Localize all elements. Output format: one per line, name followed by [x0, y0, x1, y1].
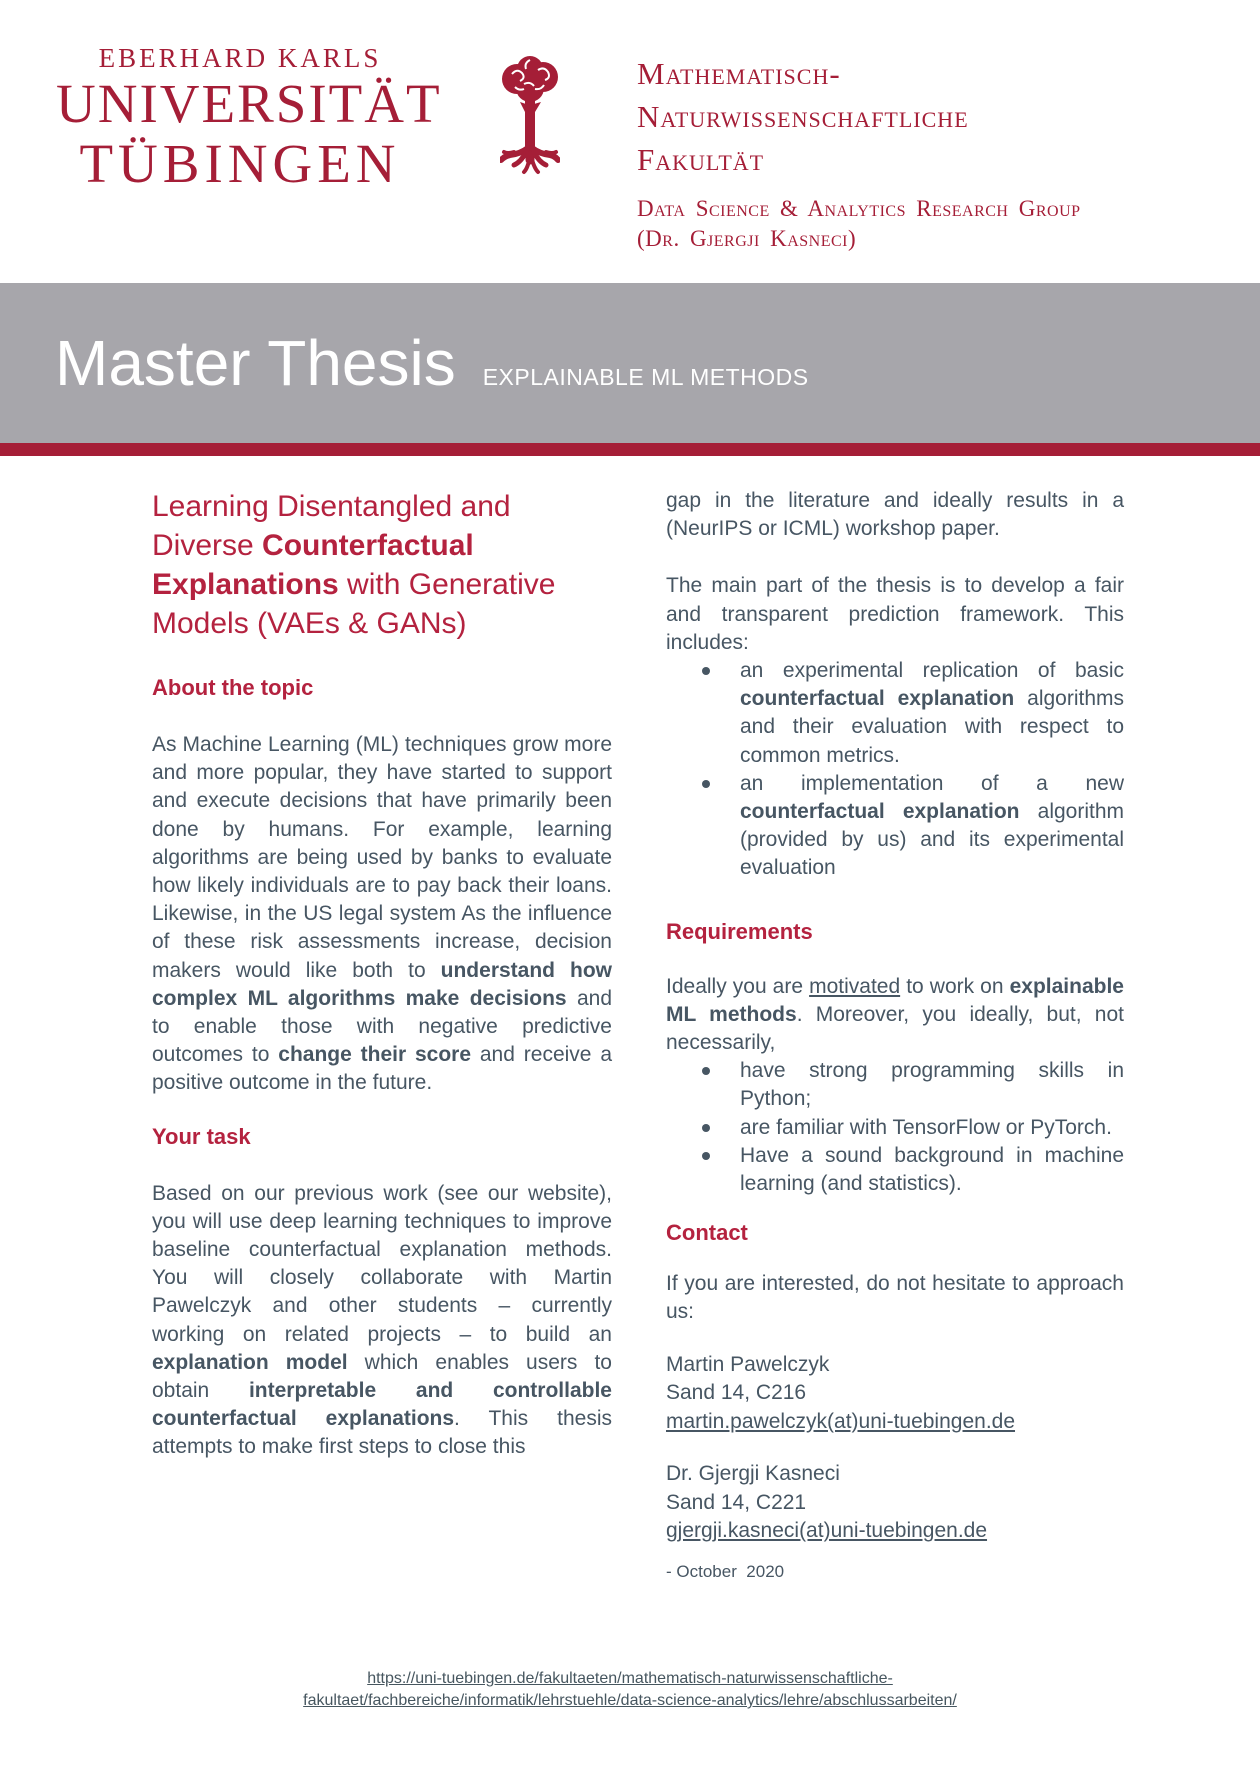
contact-name: Martin Pawelczyk — [666, 1352, 830, 1376]
bullet-icon — [702, 1067, 710, 1075]
contact-name: Dr. Gjergji Kasneci — [666, 1462, 840, 1486]
your-task-heading: Your task — [152, 1123, 251, 1149]
your-task-paragraph: Based on our previous work (see our website), you will use deep learning techniques to improve baseline counterfactual explanation methods. You will closely collaborate with Martin Pawelczyk and other students – currently working on related projects – to build an explanation model which enables users to obtain interpretable and controllable counterfactual explanations. This thesis attempts to make first steps to close this — [152, 1181, 612, 1459]
list-item — [666, 1057, 1124, 1113]
email-link[interactable]: martin.pawelczyk(at)uni-tuebingen.de — [666, 1409, 1016, 1433]
about-topic-heading: About the topic — [152, 675, 314, 700]
bullet-icon — [702, 1124, 710, 1132]
list-item — [666, 770, 1124, 883]
list-item — [666, 1142, 1124, 1198]
thesis-title: Learning Disentangled and Diverse Counterfactual Explanations with Generative Models (VAEs & GANs) — [152, 490, 556, 640]
faculty-header — [637, 52, 1157, 254]
bullet-icon — [702, 667, 710, 675]
contact-address: Sand 14, C216 — [666, 1381, 807, 1405]
contact-card-martin-pawelczyk — [666, 1351, 1124, 1437]
contact-card-gjergji-kasneci — [666, 1460, 1124, 1546]
red-divider-bar — [0, 443, 1260, 456]
email-link[interactable]: gjergji.kasneci(at)uni-tuebingen.de — [666, 1519, 988, 1543]
footer-link-line-2: fakultaet/fachbereiche/informatik/lehrstuehle/data-science-analytics/lehre/abschlussarbeiten/ — [303, 1692, 957, 1709]
list-item-text: have strong programming skills in Python; — [740, 1059, 1124, 1111]
faculty-line-2: Naturwissenschaftliche — [637, 99, 969, 134]
banner-title: Master Thesis — [55, 327, 456, 399]
university-logo-wordmark — [56, 42, 442, 194]
logo-line-tuebingen: TÜBINGEN — [79, 133, 401, 194]
list-item-text: Have a sound background in machine learning (and statistics). — [740, 1143, 1124, 1196]
bullet-icon — [702, 780, 710, 788]
main-part-paragraph: The main part of the thesis is to develop a fair and transparent prediction framework. This includes: — [666, 574, 1124, 654]
list-item — [666, 657, 1124, 770]
date-stamp: - October 2020 — [666, 1561, 785, 1581]
university-tree-logo-icon — [500, 52, 560, 180]
logo-line-eberhard-karls: EBERHARD KARLS — [98, 43, 382, 73]
list-item-text: an experimental replication of basic counterfactual explanation algorithms and their evaluation with respect to common metrics. — [740, 659, 1125, 767]
banner-subtitle: EXPLAINABLE ML METHODS — [482, 364, 809, 390]
research-group-name: Data Science & Analytics Research Group — [637, 196, 1081, 221]
right-column — [666, 487, 1124, 1582]
list-item-text: an implementation of a new counterfactual explanation algorithm (provided by us) and its experimental evaluation — [740, 771, 1125, 880]
requirements-heading: Requirements — [666, 918, 813, 944]
about-topic-paragraph: As Machine Learning (ML) techniques grow more and more popular, they have started to support and execute decisions that have primarily been done by humans. For example, learning algorithms are being used by banks to evaluate how likely individuals are to pay back their loans. Likewise, in the US legal system As the influence of these risk assessments increase, decision makers would like both to understand how complex ML algorithms make decisions and to enable those with negative predictive outcomes to change their score and receive a positive outcome in the future. — [152, 733, 613, 1095]
footer — [0, 1668, 1260, 1712]
footer-link-line-1: https://uni-tuebingen.de/fakultaeten/mathematisch-naturwissenschaftliche- — [367, 1670, 893, 1687]
list-item-text: are familiar with TensorFlow or PyTorch. — [740, 1115, 1112, 1139]
bullet-icon — [702, 1152, 710, 1160]
contact-heading: Contact — [666, 1220, 748, 1246]
logo-line-universitaet: UNIVERSITÄT — [56, 73, 442, 134]
left-column — [152, 487, 612, 1462]
faculty-line-1: Mathematisch- — [637, 56, 841, 91]
continuation-paragraph: gap in the literature and ideally results in a (NeurIPS or ICML) workshop paper. — [666, 489, 1124, 541]
contact-address: Sand 14, C221 — [666, 1490, 807, 1514]
contact-intro: If you are interested, do not hesitate to approach us: — [666, 1272, 1124, 1324]
requirements-list — [666, 1057, 1124, 1198]
title-banner — [0, 283, 1260, 443]
requirements-paragraph: Ideally you are motivated to work on explainable ML methods. Moreover, you ideally, but, not necessarily, — [666, 974, 1124, 1055]
footer-link[interactable] — [0, 1668, 1260, 1712]
list-item — [666, 1114, 1124, 1142]
thesis-parts-list — [666, 657, 1124, 883]
faculty-line-3: Fakultät — [637, 142, 765, 177]
research-group-lead: (Dr. Gjergji Kasneci) — [637, 226, 857, 251]
